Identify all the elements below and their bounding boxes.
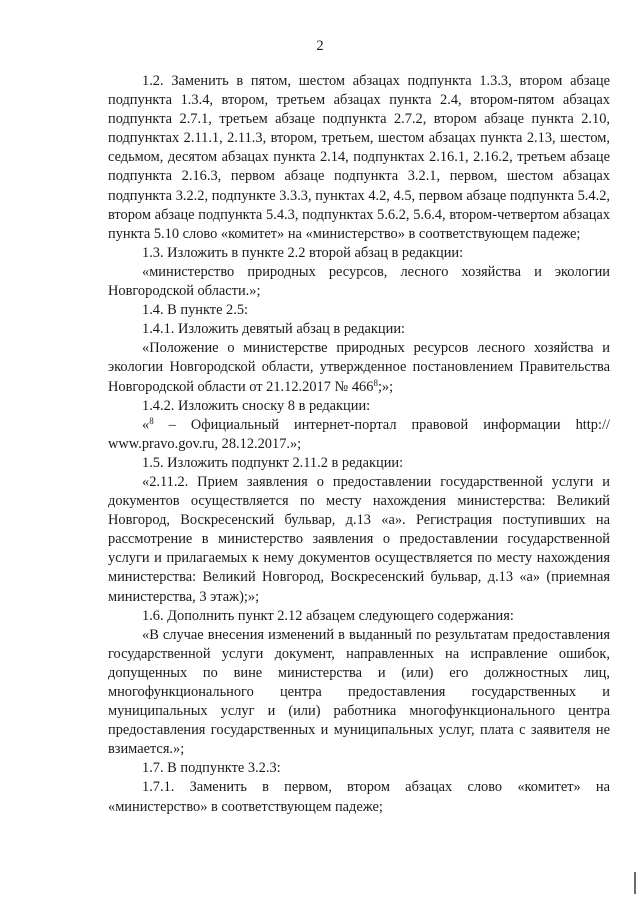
- paragraph-quote-fee: [108, 626, 610, 760]
- paragraph-text: 1.4. В пункте 2.5:: [142, 302, 249, 319]
- scan-edge-mark: [634, 872, 636, 894]
- paragraph-text: «: [142, 416, 150, 433]
- paragraph-text: 1.4.1. Изложить девятый абзац в редакции:: [142, 321, 406, 338]
- paragraph-1-2: [108, 72, 610, 244]
- paragraph-1-6: [108, 607, 610, 626]
- paragraph-1-4: [108, 301, 610, 320]
- paragraph-text: 1.6. Дополнить пункт 2.12 абзацем следующего содержания:: [142, 607, 514, 624]
- paragraph-quote-ministry-name: [108, 263, 610, 301]
- paragraph-1-7: [108, 759, 610, 778]
- paragraph-text: 1.5. Изложить подпункт 2.11.2 в редакции:: [142, 454, 404, 471]
- paragraph-text: 1.3. Изложить в пункте 2.2 второй абзац в редакции:: [142, 244, 464, 261]
- paragraph-text: «В случае внесения изменений в выданный по результатам предоставления государственной услуги документ, направленных на исправление ошибок, допущенных по вине министерства и (или) его должностных лиц, многофункционального центра предоставления государственных и муниципальных услуг и (или) работника многофункционального центра предоставления государственных и муниципальных услуг, плата с заявителя не взимается.»;: [108, 626, 610, 758]
- paragraph-text: 1.7.1. Заменить в первом, втором абзацах слово «комитет» на «министерство» в соответствующем падеже;: [108, 779, 610, 815]
- paragraph-1-4-2: [108, 397, 610, 416]
- document-body: [108, 72, 610, 817]
- paragraph-footnote-8: [108, 416, 610, 454]
- paragraph-1-4-1: [108, 320, 610, 339]
- paragraph-text: 1.7. В подпункте 3.2.3:: [142, 760, 281, 777]
- paragraph-tail: – Официальный интернет-портал правовой информации http:// www.pravo.gov.ru, 28.12.2017.»;: [108, 416, 610, 452]
- paragraph-text: «2.11.2. Прием заявления о предоставлении государственной услуги и документов осуществляется по месту нахождения министерства: Великий Новгород, Воскресенский бульвар, д.13 «а». Регистрация поступивших на рассмотрение в министерство заявления о предоставлении государственной услуги и прилагаемых к нему документов осуществляется по месту нахождения министерства: Великий Новгород, Воскресенский бульвар, д.13 «а» (приемная министерства, 3 этаж);»;: [108, 473, 610, 605]
- footnote-marker: 8: [149, 415, 154, 426]
- footnote-marker: 8: [373, 377, 378, 388]
- paragraph-1-5: [108, 454, 610, 473]
- paragraph-text: 1.2. Заменить в пятом, шестом абзацах подпункта 1.3.3, втором абзаце подпункта 1.3.4, втором, третьем абзацах пункта 2.4, втором-пятом абзацах подпункта 2.7.1, третьем абзаце подпункта 2.7.2, втором абзаце пункта 2.10, подпунктах 2.11.1, 2.11.3, втором, третьем, шестом абзацах пункта 2.13, шестом, седьмом, десятом абзацах пункта 2.14, подпунктах 2.16.1, 2.16.2, третьем абзаце подпункта 2.16.3, первом абзаце подпункта 3.2.1, первом, шестом абзацах подпункта 3.2.2, подпункте 3.3.3, пунктах 4.2, 4.5, первом абзаце подпункта 5.4.2, втором абзаце подпункта 5.4.3, подпунктах 5.6.2, 5.6.4, втором-четвертом абзацах пункта 5.10 слово «комитет» на «министерство» в соответствующем падеже;: [108, 73, 610, 242]
- paragraph-1-3: [108, 244, 610, 263]
- paragraph-text: «министерство природных ресурсов, лесного хозяйства и экологии Новгородской области.»;: [108, 263, 610, 300]
- paragraph-text: 1.4.2. Изложить сноску 8 в редакции:: [142, 397, 371, 414]
- paragraph-quote-regulation: [108, 339, 610, 396]
- page-number: 2: [316, 38, 324, 54]
- paragraph-text: «Положение о министерстве природных ресурсов лесного хозяйства и экологии Новгородской области, утвержденное постановлением Правительства Новгородской области от 21.12.2017 № 466: [108, 340, 610, 395]
- paragraph-2-11-2: [108, 473, 610, 607]
- paragraph-1-7-1: [108, 778, 610, 816]
- paragraph-tail: ;»;: [377, 378, 394, 395]
